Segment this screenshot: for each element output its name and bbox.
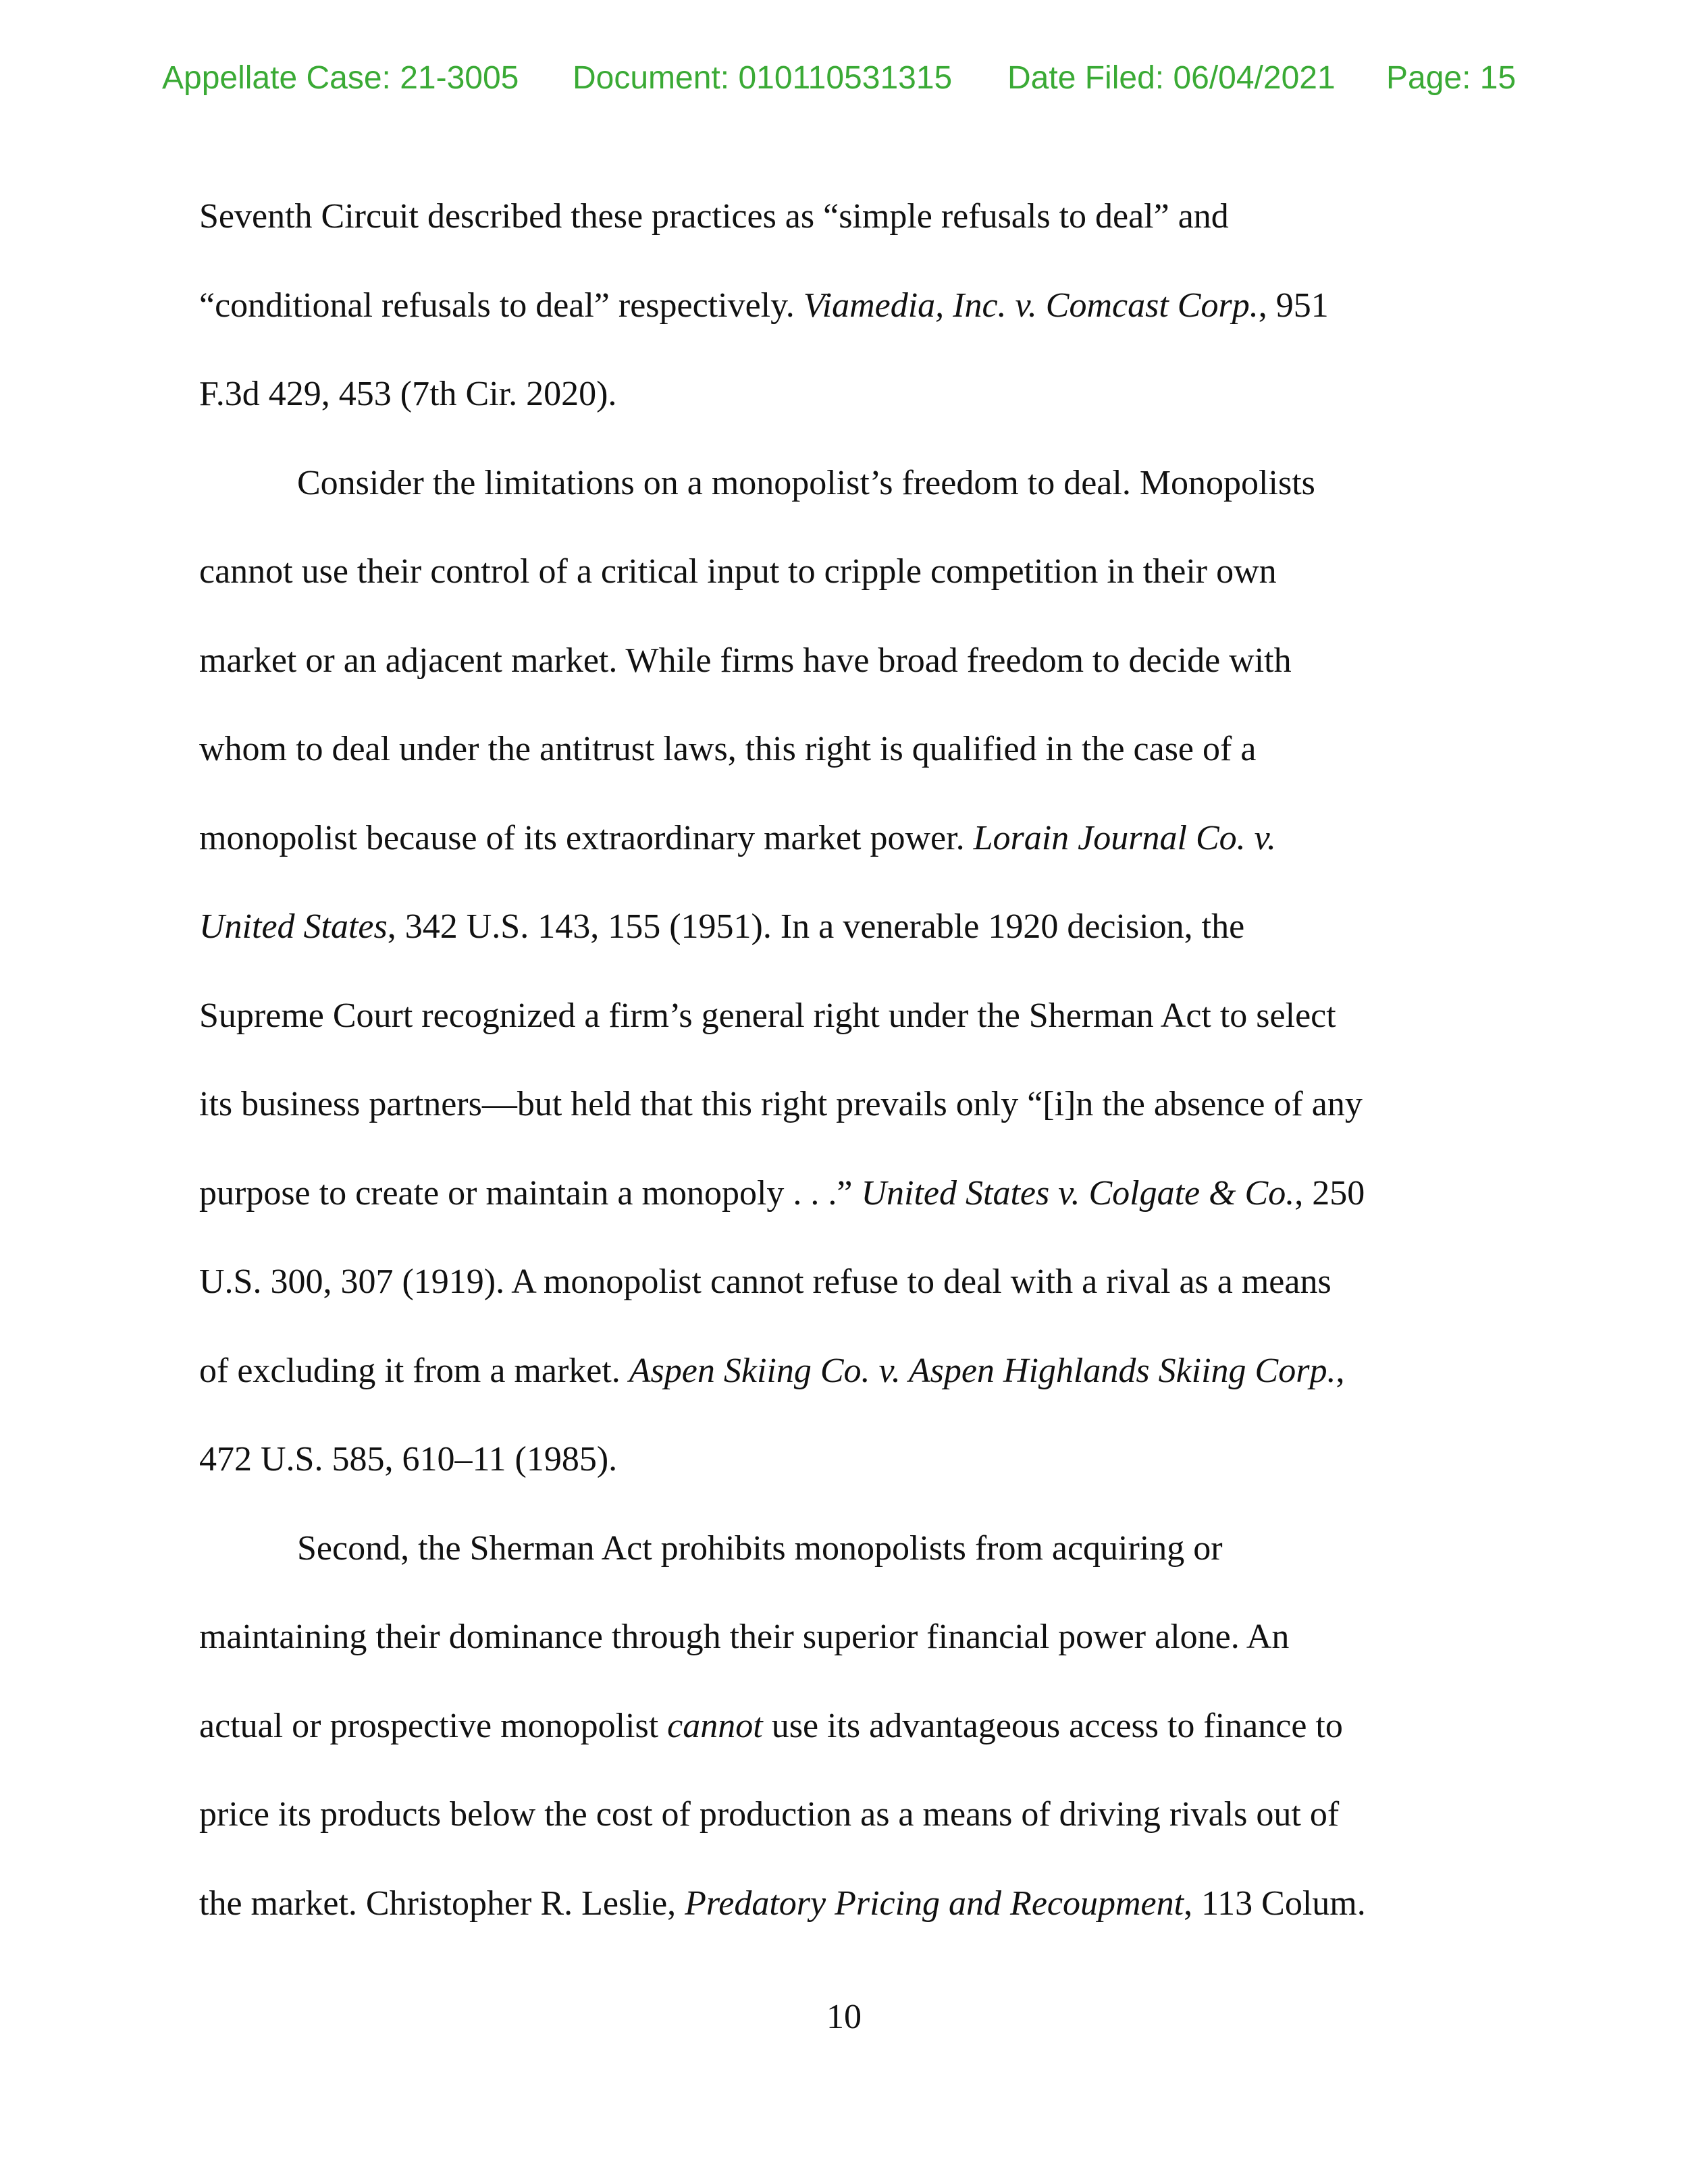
text-line: [199, 725, 1256, 814]
text-line: [199, 1169, 1365, 1258]
text-run: the market. Christopher R. Leslie,: [199, 1884, 685, 1923]
text-line: [199, 282, 1329, 371]
text-run: , 250: [1294, 1173, 1365, 1213]
document-number: Document: 010110531315: [573, 60, 953, 96]
text-line: [199, 370, 616, 459]
stamp-page-number: Page: 15: [1386, 60, 1516, 96]
text-run: , 113 Colum.: [1184, 1884, 1366, 1923]
text-line: [199, 459, 1315, 548]
text-run: Consider the limitations on a monopolist’s freedom to deal. Monopolists: [297, 463, 1315, 502]
text-line: [199, 814, 1276, 903]
text-line: [199, 1880, 1366, 1969]
text-line: [199, 1702, 1343, 1791]
text-run: cannot use their control of a critical input to cripple competition in their own: [199, 552, 1277, 591]
text-run: purpose to create or maintain a monopoly . . .”: [199, 1173, 862, 1213]
text-line: [199, 1524, 1223, 1614]
citation-italic: United States v. Colgate & Co.: [861, 1173, 1295, 1213]
citation-italic: Viamedia, Inc. v. Comcast Corp.: [803, 286, 1259, 325]
citation-italic: Predatory Pricing and Recoupment: [685, 1884, 1184, 1923]
text-run: its business partners—but held that this right prevails only “[i]n the absence of any: [199, 1085, 1363, 1123]
text-line: [199, 637, 1292, 726]
text-run: 472 U.S. 585, 610–11 (1985).: [199, 1440, 618, 1479]
text-run: U.S. 300, 307 (1919). A monopolist cannot refuse to deal with a rival as a means: [199, 1262, 1331, 1301]
citation-italic: cannot: [667, 1706, 763, 1745]
text-run: Supreme Court recognized a firm’s general right under the Sherman Act to select: [199, 996, 1336, 1035]
text-run: use its advantageous access to finance to: [762, 1706, 1343, 1745]
text-run: F.3d 429, 453 (7th Cir. 2020).: [199, 375, 617, 413]
text-line: [199, 1435, 617, 1524]
text-line: [199, 1347, 1344, 1436]
text-line: [199, 1258, 1331, 1347]
citation-italic: Aspen Skiing Co. v. Aspen Highlands Skiing Corp.: [629, 1351, 1336, 1390]
text-run: maintaining their dominance through their superior financial power alone. An: [199, 1618, 1290, 1656]
text-line: [199, 1790, 1339, 1880]
text-run: , 951: [1258, 286, 1329, 325]
text-line: [199, 192, 1229, 282]
text-run: ,: [1336, 1351, 1345, 1390]
text-run: monopolist because of its extraordinary market power.: [199, 818, 974, 857]
case-number: Appellate Case: 21-3005: [162, 60, 519, 96]
text-run: Seventh Circuit described these practices as “simple refusals to deal” and: [199, 197, 1229, 236]
text-run: whom to deal under the antitrust laws, this right is qualified in the case of a: [199, 730, 1257, 768]
date-filed: Date Filed: 06/04/2021: [1007, 60, 1336, 96]
text-run: of excluding it from a market.: [199, 1351, 629, 1390]
text-line: [199, 548, 1277, 637]
text-run: market or an adjacent market. While firms have broad freedom to decide with: [199, 641, 1292, 680]
text-run: , 342 U.S. 143, 155 (1951). In a venerable 1920 decision, the: [387, 907, 1245, 946]
text-run: actual or prospective monopolist: [199, 1706, 668, 1745]
page-number: 10: [826, 1998, 862, 2036]
text-line: [199, 1080, 1363, 1169]
text-line: [199, 1613, 1289, 1702]
text-run: “conditional refusals to deal” respectively.: [199, 286, 803, 325]
citation-italic: United States: [199, 907, 388, 946]
text-run: Second, the Sherman Act prohibits monopolists from acquiring or: [297, 1528, 1223, 1568]
text-line: [199, 903, 1244, 992]
text-line: [199, 992, 1336, 1081]
text-run: price its products below the cost of production as a means of driving rivals out of: [199, 1795, 1340, 1834]
citation-italic: Lorain Journal Co. v.: [973, 818, 1276, 857]
